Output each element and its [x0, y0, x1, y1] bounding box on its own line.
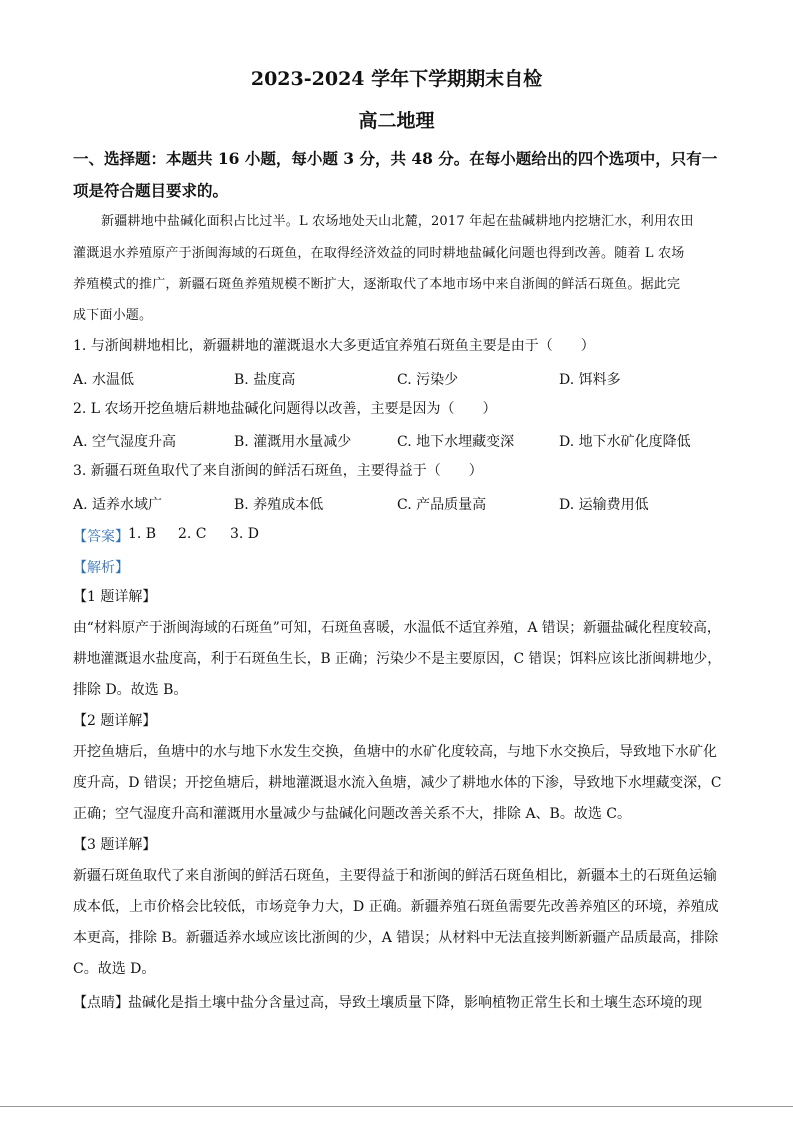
answer-item: 3. D [230, 526, 260, 542]
question-2-option-c: C. 地下水埋藏变深 [397, 434, 515, 450]
material-line: 养殖模式的推广，新疆石斑鱼养殖规模不断扩大，逐渐取代了本地市场中来自浙闽的鲜活石斑鱼。据此完 [73, 277, 681, 292]
material-line: 新疆耕地中盐碱化面积占比过半。L 农场地处天山北麓，2017 年起在盐碱耕地内挖塘汇水，利用农田 [101, 214, 694, 229]
question-1-option-c: C. 污染少 [397, 372, 459, 388]
detail-1-heading: 【1 题详解】 [73, 589, 157, 605]
material-line: 成下面小题。 [73, 308, 153, 323]
question-1-option-d: D. 饵料多 [559, 372, 621, 388]
question-2-option-a: A. 空气湿度升高 [73, 434, 177, 450]
detail-3-line: 本更高，排除 B。新疆适养水域应该比浙闽的少，A 错误；从材料中无法直接判断新疆产品质最高，排除 [73, 930, 719, 946]
detail-1-line: 排除 D。故选 B。 [73, 682, 188, 698]
detail-3-line: 新疆石斑鱼取代了来自浙闽的鲜活石斑鱼，主要得益于和浙闽的鲜活石斑鱼相比，新疆本土的石斑鱼运输 [73, 868, 717, 884]
detail-1-line: 由“材料原产于浙闽海域的石斑鱼”可知，石斑鱼喜暖，水温低不适宜养殖，A 错误；新疆盐碱化程度较高， [73, 620, 721, 636]
answer-tag: 【答案】 [73, 529, 129, 545]
question-3-option-a: A. 适养水域广 [73, 497, 163, 513]
tip-tag: 【点睛】 [73, 995, 129, 1011]
detail-3-line: 成本低，上市价格会比较低，市场竞争力大，D 正确。新疆养殖石斑鱼需要先改善养殖区的环境，养殖成 [73, 899, 719, 915]
question-2-option-d: D. 地下水矿化度降低 [559, 434, 691, 450]
detail-3-line: C。故选 D。 [73, 961, 156, 977]
material-line: 灌溉退水养殖原产于浙闽海域的石斑鱼，在取得经济效益的同时耕地盐碱化问题也得到改善。随着 L 农场 [73, 246, 685, 261]
question-3-option-c: C. 产品质量高 [397, 497, 487, 513]
analysis-tag: 【解析】 [73, 560, 129, 576]
detail-2-heading: 【2 题详解】 [73, 713, 157, 729]
subject-title: 高二地理 [358, 110, 435, 132]
page-divider [0, 1106, 793, 1107]
question-3-stem: 3. 新疆石斑鱼取代了来自浙闽的鲜活石斑鱼，主要得益于（ ） [73, 463, 483, 479]
question-1-option-b: B. 盐度高 [234, 372, 296, 388]
answer-item: 2. C [178, 526, 207, 542]
detail-3-heading: 【3 题详解】 [73, 837, 157, 853]
exam-title: 2023-2024 学年下学期期末自检 [250, 68, 543, 90]
question-3-option-b: B. 养殖成本低 [234, 497, 324, 513]
detail-2-line: 开挖鱼塘后，鱼塘中的水与地下水发生交换，鱼塘中的水矿化度较高，与地下水交换后，导致地下水矿化 [73, 744, 717, 760]
answer-item: 1. B [128, 526, 157, 542]
detail-2-line: 正确；空气湿度升高和灌溉用水量减少与盐碱化问题改善关系不大，排除 A、B。故选 C。 [73, 806, 632, 822]
question-2-stem: 2. L 农场开挖鱼塘后耕地盐碱化问题得以改善，主要是因为（ ） [73, 401, 497, 417]
section-heading-line1: 一、选择题：本题共 16 小题，每小题 3 分，共 48 分。在每小题给出的四个选项中，只有一 [73, 149, 718, 168]
detail-1-line: 耕地灌溉退水盐度高，利于石斑鱼生长，B 正确；污染少不是主要原因，C 错误；饵料应该比浙闽耕地少， [73, 651, 722, 667]
question-2-option-b: B. 灌溉用水量减少 [234, 434, 352, 450]
question-3-option-d: D. 运输费用低 [559, 497, 649, 513]
detail-2-line: 度升高，D 错误；开挖鱼塘后，耕地灌溉退水流入鱼塘，减少了耕地水体的下渗，导致地下水埋藏变深，C [73, 775, 722, 791]
tip-text: 盐碱化是指土壤中盐分含量过高，导致土壤质量下降，影响植物正常生长和土壤生态环境的现 [128, 995, 702, 1011]
question-1-stem: 1. 与浙闽耕地相比，新疆耕地的灌溉退水大多更适宜养殖石斑鱼主要是由于（ ） [73, 338, 595, 354]
question-1-option-a: A. 水温低 [73, 372, 135, 388]
section-heading-line2: 项是符合题目要求的。 [73, 181, 229, 200]
